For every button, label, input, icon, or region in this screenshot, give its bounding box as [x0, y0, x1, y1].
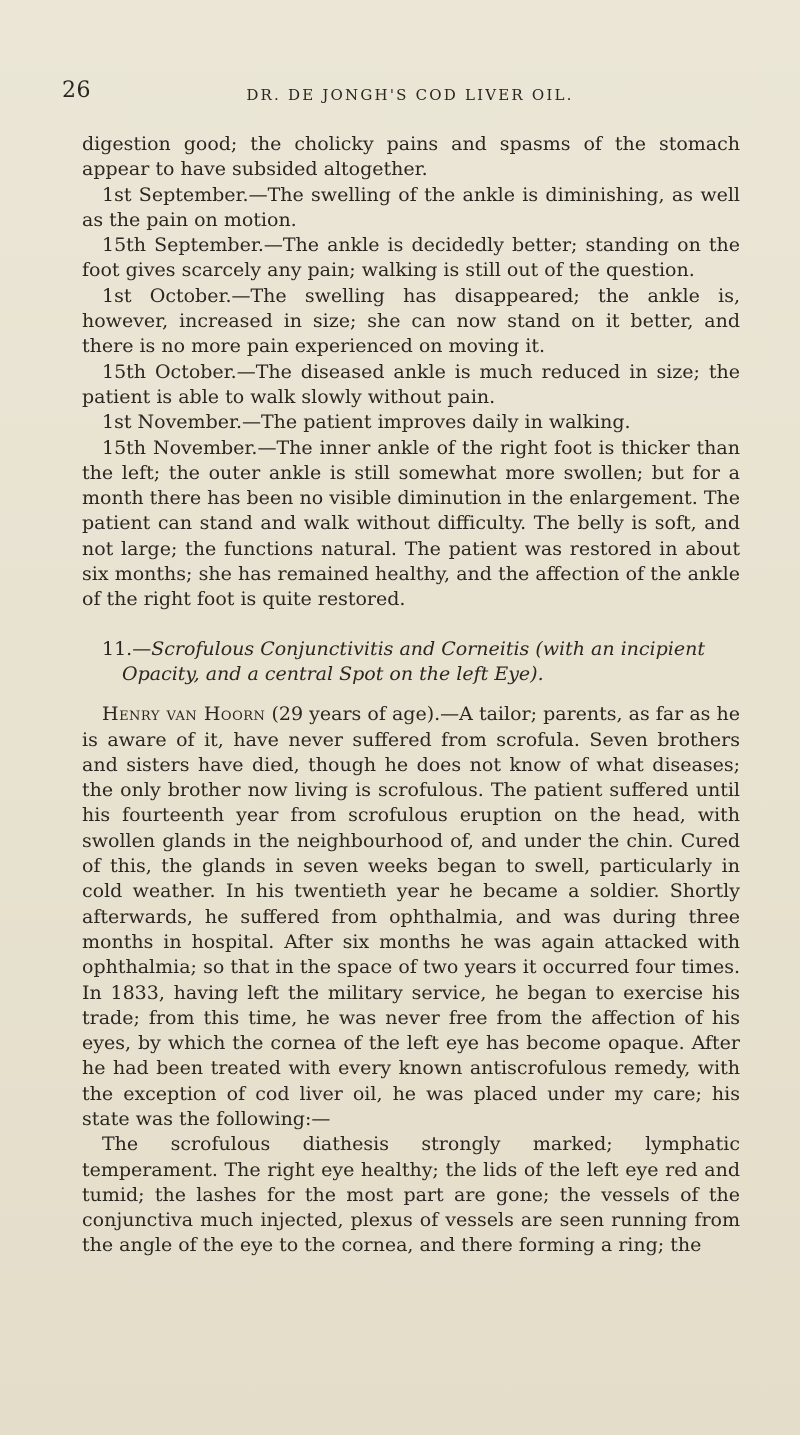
paragraph: digestion good; the cholicky pains and spasms of the stomach appear to have subsided altogether.: [82, 133, 740, 181]
case-number: 11.—: [102, 637, 152, 660]
paragraph: 15th September.—The ankle is decidedly better; standing on the foot gives scarcely any pain; walking is still out of the question.: [82, 234, 740, 282]
page-body: [82, 132, 740, 1259]
case-paragraph-text: (29 years of age).—A tailor; parents, as far as he is aware of it, have never suffered from scrofula. Seven brothers and sisters have died, though he does not know of what diseases; the only brother now living is scrofulous. The patient suffered until his fourteenth year from scrofulous eruption on the head, with swollen glands in the neighbourhood of, and under the chin. Cured of this, the glands in seven weeks began to swell, particularly in cold weather. In his twentieth year he became a soldier. Shortly afterwards, he suffered from ophthalmia, and was during three months in hospital. After six months he was again attacked with ophthalmia; so that in the space of two years it occurred four times. In 1833, having left the military service, he began to exercise his trade; from this time, he was never free from the affection of his eyes, by which the cornea of the left eye has become opaque. After he had been treated with every known antiscrofulous remedy, with the exception of cod liver oil, he was placed under my care; his state was the following:—: [82, 703, 740, 1130]
case-paragraph: [82, 702, 740, 1132]
case-paragraph-text: The scrofulous diathesis strongly marked; lymphatic temperament. The right eye healthy; the lids of the left eye red and tumid; the lashes for the most part are gone; the vessels of the conjunctiva much injected, plexus of vessels are seen running from the angle of the eye to the cornea, and there forming a ring; the: [82, 1133, 740, 1257]
case-title: Scrofulous Conjunctivitis and Corneitis (with an incipient Opacity, and a central Spot on the left Eye).: [122, 637, 705, 685]
case-paragraph: [82, 1132, 740, 1258]
paragraph: 15th November.—The inner ankle of the right foot is thicker than the left; the outer ankle is still somewhat more swollen; but for a month there has been no visible diminution in the enlargement. The patient can stand and walk without difficulty. The belly is soft, and not large; the functions natural. The patient was restored in about six months; she has remained healthy, and the affection of the ankle of the right foot is quite restored.: [82, 436, 740, 611]
paragraph: 15th October.—The diseased ankle is much reduced in size; the patient is able to walk slowly without pain.: [82, 360, 740, 408]
page-header: [62, 78, 720, 108]
running-head: DR. DE JONGH'S COD LIVER OIL.: [246, 86, 574, 104]
paragraph: 1st November.—The patient improves daily in walking.: [102, 411, 631, 434]
paragraph: 1st September.—The swelling of the ankle is diminishing, as well as the pain on motion.: [82, 183, 740, 231]
page-number: 26: [62, 78, 91, 103]
paragraph: 1st October.—The swelling has disappeared; the ankle is, however, increased in size; she can now stand on it better, and there is no more pain experienced on moving it.: [82, 284, 740, 358]
patient-name: Henry van Hoorn: [102, 703, 266, 726]
case-heading: [82, 637, 740, 688]
